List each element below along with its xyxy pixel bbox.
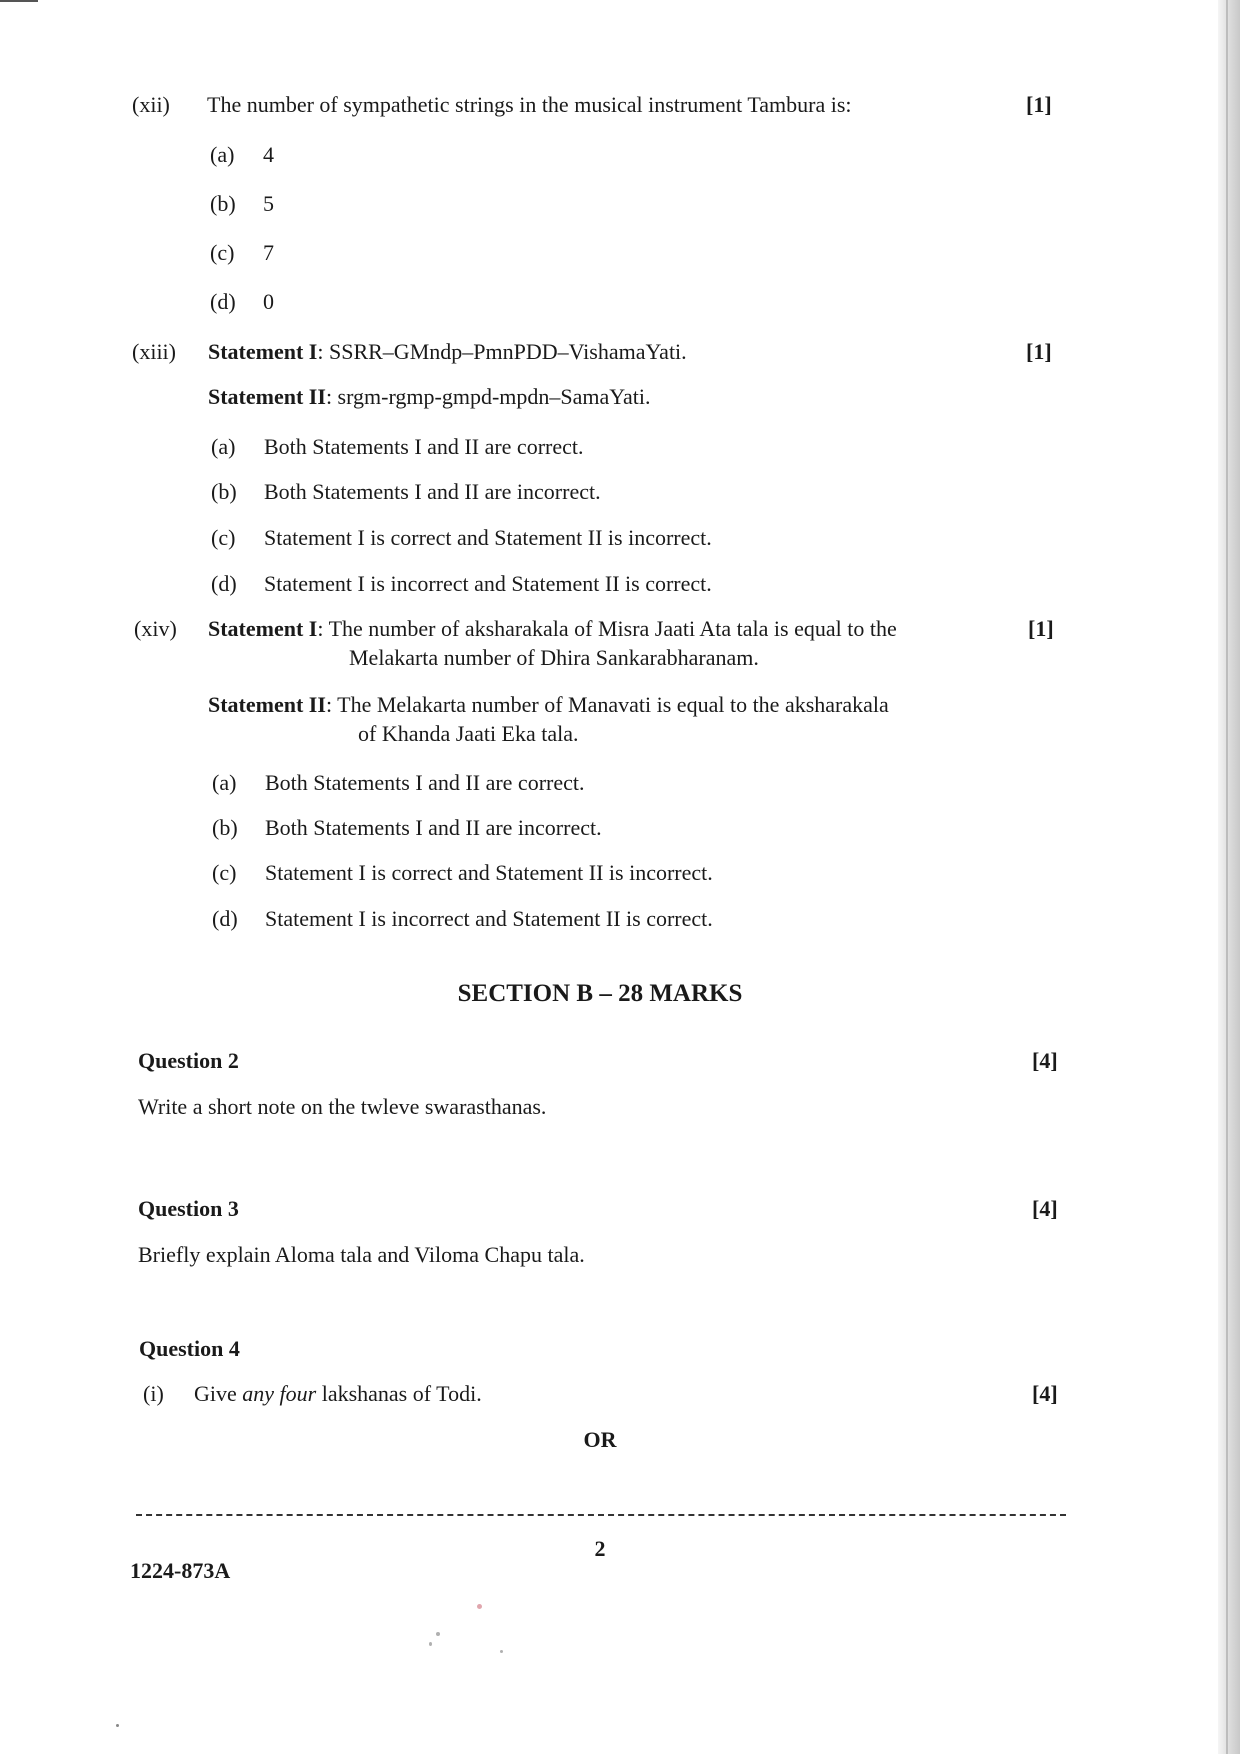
q12-option-b-text: 5 xyxy=(263,191,274,216)
q14-option-b-text: Both Statements I and II are incorrect. xyxy=(265,815,602,840)
scan-speck xyxy=(429,1642,432,1646)
q14-option-b-label: (b) xyxy=(212,815,238,840)
q13-marks: [1] xyxy=(1026,339,1052,364)
q12-text: The number of sympathetic strings in the musical instrument Tambura is: xyxy=(207,92,852,117)
question-3-heading: Question 3 xyxy=(138,1196,239,1221)
q14-option-a-label: (a) xyxy=(212,770,237,795)
question-4-marks: [4] xyxy=(1032,1381,1058,1406)
question-4-part-pre: Give xyxy=(194,1381,243,1406)
q13-statement-2 xyxy=(208,384,650,410)
question-4-part-number: (i) xyxy=(143,1381,164,1406)
page-edge-line xyxy=(1226,0,1228,1754)
q14-option-c-label: (c) xyxy=(212,860,237,885)
q14-s2-line2: of Khanda Jaati Eka tala. xyxy=(358,721,579,746)
q12-marks: [1] xyxy=(1026,92,1052,117)
question-3-marks: [4] xyxy=(1032,1196,1058,1221)
q12-number: (xii) xyxy=(132,92,170,117)
q14-s1-line1: : The number of aksharakala of Misra Jaati Ata tala is equal to the xyxy=(317,616,897,641)
q12-option-d-label: (d) xyxy=(210,289,236,314)
q14-s1-label: Statement I xyxy=(208,616,318,641)
q13-option-a-text: Both Statements I and II are correct. xyxy=(264,434,584,459)
corner-mark xyxy=(0,0,38,2)
q13-option-d-text: Statement I is incorrect and Statement II is correct. xyxy=(264,571,712,596)
question-3-text: Briefly explain Aloma tala and Viloma Chapu tala. xyxy=(138,1242,585,1267)
q14-s1-line2: Melakarta number of Dhira Sankarabharanam. xyxy=(349,645,759,670)
q13-option-b-text: Both Statements I and II are incorrect. xyxy=(264,479,601,504)
section-b-title: SECTION B – 28 MARKS xyxy=(457,980,743,1007)
paper-code: 1224-873A xyxy=(130,1558,231,1583)
q14-option-c-text: Statement I is correct and Statement II is incorrect. xyxy=(265,860,713,885)
q12-option-a-text: 4 xyxy=(263,142,274,167)
q13-s1-text: : SSRR–GMndp–PmnPDD–VishamaYati. xyxy=(317,339,687,364)
q12-option-c-text: 7 xyxy=(263,240,274,265)
q14-number: (xiv) xyxy=(134,616,177,641)
q14-s2-line1: : The Melakarta number of Manavati is equal to the aksharakala xyxy=(325,692,889,717)
question-2-text: Write a short note on the twleve swarasthanas. xyxy=(138,1094,547,1119)
q12-option-d-text: 0 xyxy=(263,289,274,314)
question-2-heading: Question 2 xyxy=(138,1048,239,1073)
q13-option-c-text: Statement I is correct and Statement II is incorrect. xyxy=(264,525,712,550)
q13-s2-label: Statement II xyxy=(208,384,326,409)
page-edge-shadow xyxy=(1218,0,1240,1754)
q14-option-a-text: Both Statements I and II are correct. xyxy=(265,770,585,795)
scan-speck xyxy=(116,1724,119,1727)
q14-statement-1 xyxy=(208,616,897,642)
q14-option-d-text: Statement I is incorrect and Statement II is correct. xyxy=(265,906,713,931)
footer-divider xyxy=(136,1514,1066,1516)
question-2-marks: [4] xyxy=(1032,1048,1058,1073)
q14-marks: [1] xyxy=(1028,616,1054,641)
or-separator: OR xyxy=(583,1427,617,1452)
q13-option-a-label: (a) xyxy=(211,434,236,459)
scan-speck xyxy=(477,1604,482,1609)
q12-option-c-label: (c) xyxy=(210,240,235,265)
question-4-part-post: lakshanas of Todi. xyxy=(316,1381,482,1406)
q13-s1-label: Statement I xyxy=(208,339,318,364)
q13-option-b-label: (b) xyxy=(211,479,237,504)
q13-option-d-label: (d) xyxy=(211,571,237,596)
q14-statement-2 xyxy=(208,692,889,718)
page-number: 2 xyxy=(594,1536,606,1561)
q13-statement-1 xyxy=(208,339,687,365)
q14-option-d-label: (d) xyxy=(212,906,238,931)
question-4-part-text xyxy=(194,1381,482,1407)
q12-option-b-label: (b) xyxy=(210,191,236,216)
question-4-heading: Question 4 xyxy=(139,1336,240,1361)
question-4-part-emphasis: any four xyxy=(242,1381,317,1406)
q14-s2-label: Statement II xyxy=(208,692,326,717)
scan-speck xyxy=(500,1650,503,1653)
q13-option-c-label: (c) xyxy=(211,525,236,550)
q13-number: (xiii) xyxy=(132,339,176,364)
q12-option-a-label: (a) xyxy=(210,142,235,167)
q13-s2-text: : srgm-rgmp-gmpd-mpdn–SamaYati. xyxy=(325,384,651,409)
scan-speck xyxy=(436,1632,440,1636)
